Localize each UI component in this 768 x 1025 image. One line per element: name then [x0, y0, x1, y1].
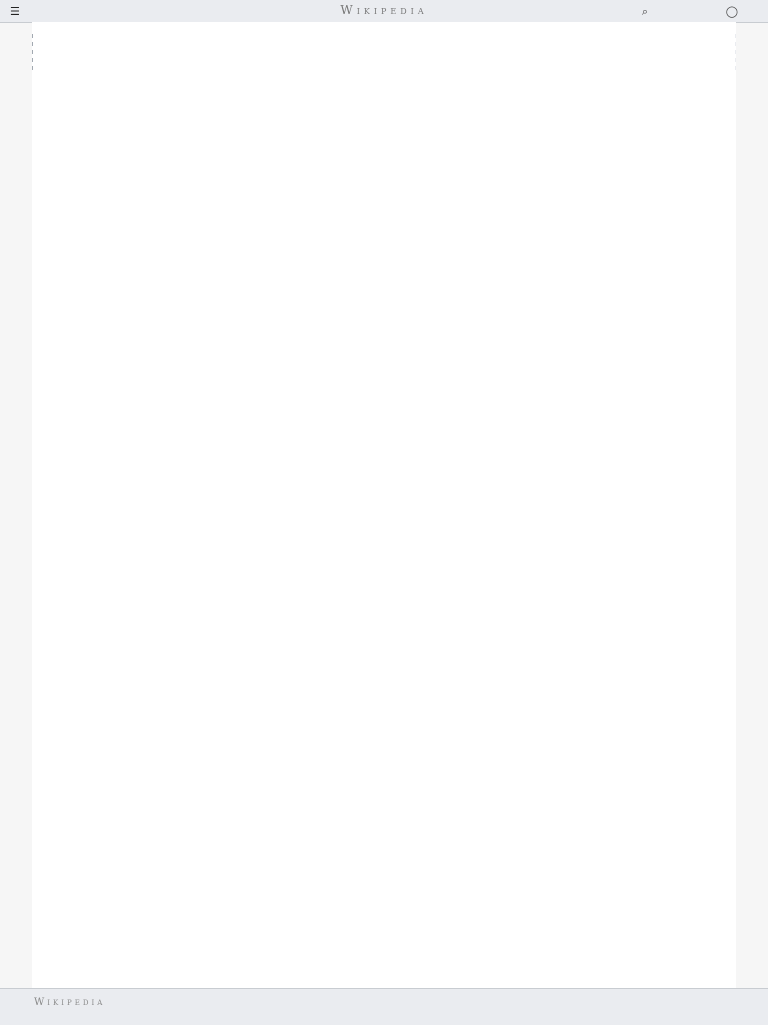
menu-icon[interactable]: ☰	[10, 5, 20, 18]
footer	[0, 988, 768, 1025]
wikipedia-wordmark[interactable]: Wikipedia	[340, 3, 428, 17]
block-quote	[32, 42, 736, 46]
footer-wikipedia-logo[interactable]: Wikipedia	[34, 997, 106, 1008]
user-icon[interactable]: ◯	[725, 5, 738, 18]
block-quote	[32, 66, 736, 70]
tag-row	[32, 24, 736, 30]
top-bar	[0, 0, 768, 23]
article-content	[32, 22, 736, 988]
search-icon[interactable]: ⌕	[641, 5, 648, 18]
block-quote	[32, 34, 736, 38]
block-quote	[32, 50, 736, 54]
block-quote	[32, 58, 736, 62]
